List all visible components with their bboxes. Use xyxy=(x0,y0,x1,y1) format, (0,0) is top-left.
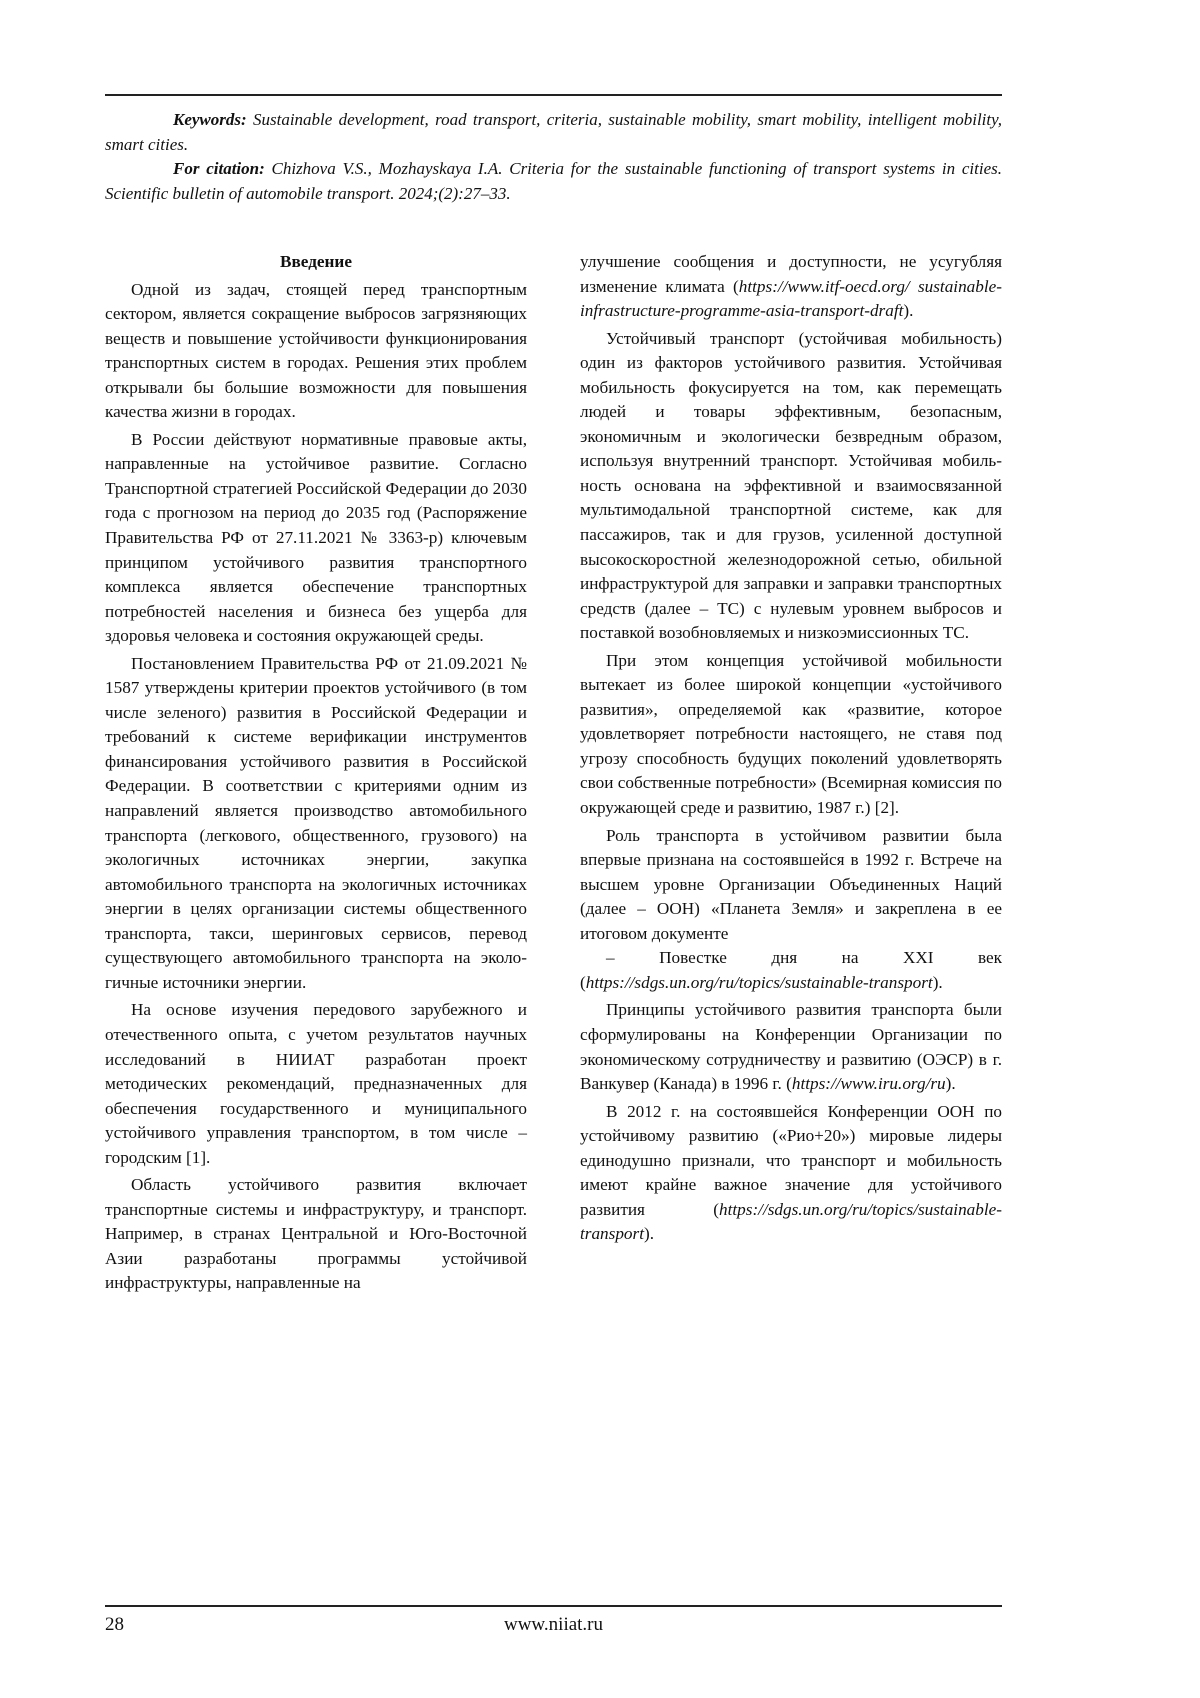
body-text: ). xyxy=(932,972,943,992)
footer-rule xyxy=(105,1605,1002,1607)
keywords-label: Keywords: xyxy=(173,110,247,129)
right-column xyxy=(580,250,1002,1250)
body-paragraph: Постановлением Правительства РФ от 21.09.2021 № 1587 утверждены критерии проектов устойчивого (в том числе зеленого) развития в Российской Федерации и требований к системе верификации инструментов финансирования устойчивого развития в Российской Федерации. В соответствии с критериями одним из направлений является производство автомобильного транспорта (легкового, общественного, грузового) на экологичных источниках энергии, закупка автомобильного транспорта на экологичных источниках энергии в целях организации системы общественного транспорта, такси, шеринговых сервисов, перевод существующего автомобильного транспорта на экологичные источники энергии. xyxy=(105,653,527,992)
citation-text: Chizhova V.S., Mozhayskaya I.A. Criteria for the sustainable functioning of transport systems in cities. Scientific bulletin of automobile transport. 2024;(2):27–33. xyxy=(105,159,1002,203)
body-paragraph: Одной из задач, стоящей перед транспортным сектором, является сокращение выбросов загрязняющих веществ и повышение устойчивости функционирования транспортных систем в городах. Решения этих проблем открывали бы большие возможности для повышения качества жизни в городах. xyxy=(105,279,527,422)
keywords-paragraph xyxy=(105,108,1002,157)
left-column xyxy=(105,250,527,1299)
reference-link[interactable]: https://sdgs.un.org/ru/topics/sustainable-transport xyxy=(580,1199,1002,1244)
body-text: Роль транспорта в устойчивом развитии была впервые признана на состоявшейся в 1992 г. Встрече на высшем уровне Организации Объединенных Наций (далее – ООН) «Планета Земля» и закреплена в ее итоговом документе xyxy=(580,825,1002,943)
body-paragraph: Область устойчивого развития включает транспортные системы и инфраструктуру, и транспорт. Например, в странах Центральной и Юго-Восточной Азии разработаны программы устойчивой инфраструктуры, направленные на xyxy=(105,1175,527,1293)
body-paragraph xyxy=(580,1100,1002,1247)
reference-link[interactable]: https://sdgs.un.org/ru/topics/sustainable-transport xyxy=(585,972,933,992)
body-paragraph: При этом концепция устойчивой мобильности вытекает из более широкой концепции «устойчивого развития», определяемой как «развитие, которое удовлетворяет потребности настоящего, не ставя под угрозу способность будущих поколений удовлетворять свои собственные потребности» (Всемирная комиссия по окружающей среде и развитию, 1987 г.) [2]. xyxy=(580,650,1002,818)
body-text: ). xyxy=(644,1224,655,1244)
abstract-block xyxy=(105,108,1002,206)
reference-link[interactable]: https://www.itf-oecd.org/ sustainable-infrastructure-programme-asia-transport-draft xyxy=(580,276,1002,321)
body-paragraph: На основе изучения передового зарубежного и отечественного опыта, с учетом результатов научных исследований в НИИАТ разработан проект методических рекомендаций, предназначенных для обеспечения государственного и муниципального устойчивого управления транспортом, в том числе – городским [1]. xyxy=(105,1000,527,1167)
body-paragraph xyxy=(580,824,1002,947)
body-text: ). xyxy=(903,301,914,321)
body-paragraph-continued xyxy=(580,250,1002,324)
reference-link[interactable]: https://www.iru.org/ru xyxy=(791,1074,946,1094)
body-paragraph xyxy=(580,946,1002,995)
body-text: – Повестке дня на XXI век ( xyxy=(580,948,1002,992)
header-rule xyxy=(105,94,1002,96)
body-text: улучшение сообщения и доступности, не усугубляя изменение климата ( xyxy=(580,252,1002,296)
page-number: 28 xyxy=(105,1614,124,1635)
body-text: Принципы устойчивого развития транспорта были сформулированы на Конференции Организации по экономическому сотрудничеству и развитию (ОЭСР) в г. Ванкувер (Канада) в 1996 г. ( xyxy=(580,1000,1002,1094)
body-text: ). xyxy=(945,1074,956,1094)
website-link[interactable]: www.niiat.ru xyxy=(503,1614,604,1635)
keywords-text: Sustainable development, road transport, criteria, sustainable mobility, smart mobility, intelligent mobility, smart cities. xyxy=(105,110,1002,154)
citation-paragraph xyxy=(105,157,1002,206)
section-heading: Введение xyxy=(280,252,352,271)
citation-label: For citation: xyxy=(173,159,265,178)
body-paragraph: В России действуют нормативные правовые акты, направленные на устойчивое развитие. Согласно Транспортной стратегией Российской Федерации до 2030 года с прогнозом на период до 2035 год (Распоряжение Правительства РФ от 27.11.2021 № 3363-р) ключевым принципом устойчивого развития транспортного комплекса является обеспечение транспортных потребностей населения и бизнеса без ущерба для здоровья человека и состояния окружающей среды. xyxy=(105,429,527,646)
body-paragraph xyxy=(580,998,1002,1096)
body-paragraph: Устойчивый транспорт (устойчивая мобильность) один из факторов устойчивого развития. Устойчивая мобильность фокусируется на том, как перемещать людей и товары эффективным, безопасным, экономичным и экологически безвредным образом, используя внутренний транспорт. Устойчивая мобильность основана на эффективной и взаимосвязанной мультимодальной транспортной системе, как для пассажиров, так и для грузов, усиленной доступной высокоскоростной железнодорожной сетью, обильной инфраструктурой для заправки и заправки транспортных средств (далее – ТС) с нулевым уровнем выбросов и поставкой возобновляемых и низкоэмиссионных ТС. xyxy=(580,328,1002,643)
body-text: В 2012 г. на состоявшейся Конференции ООН по устойчивому развитию («Рио+20») мировые лидеры единодушно признали, что транспорт и мобильность имеют крайне важное значение для устойчивого развития ( xyxy=(580,1101,1002,1219)
